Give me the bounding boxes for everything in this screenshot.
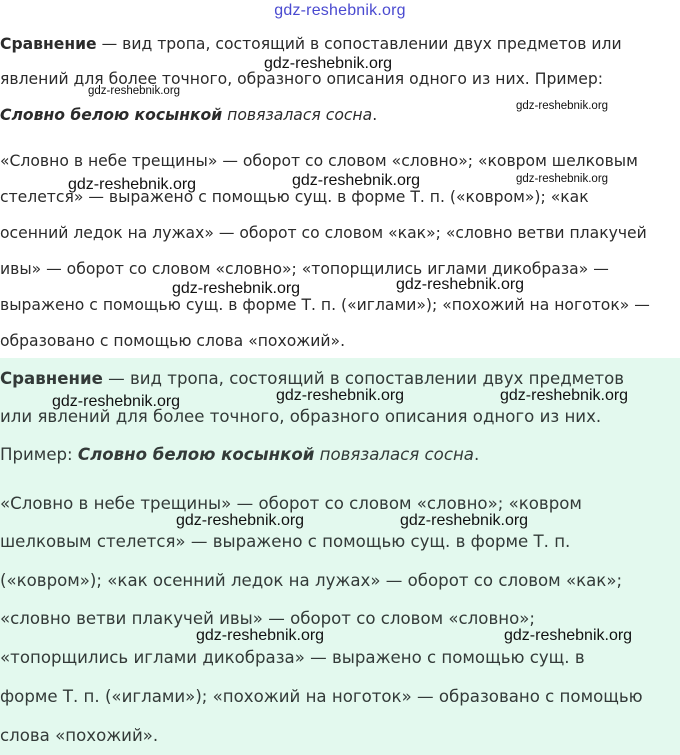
site-header-watermark: gdz-reshebnik.org [274, 2, 406, 19]
answer2-line-7: «словно ветви плакучей ивы» — оборот со словом «словно»; [0, 609, 535, 628]
answer1-line-3 [0, 105, 377, 125]
answer1-line-1 [0, 34, 622, 54]
watermark: gdz-reshebnik.org [500, 387, 629, 404]
answer2-line-8: «топорщились иглами дикобраза» — выражено с помощью сущ. в [0, 648, 585, 667]
watermark: gdz-reshebnik.org [400, 512, 529, 529]
answer2-line-10: слова «похожий». [0, 726, 159, 745]
example-end: . [372, 106, 378, 124]
answer2-line-5: шелковым стелется» — выражено с помощью сущ. в форме Т. п. [0, 532, 571, 551]
watermark: gdz-reshebnik.org [396, 276, 525, 293]
answer1-line-4: «Словно в небе трещины» — оборот со словом «словно»; «ковром шелковым [0, 152, 638, 170]
answer2-line-2: или явлений для более точного, образного описания одного из них. [0, 407, 602, 426]
watermark: gdz-reshebnik.org [504, 627, 633, 644]
term-bold: Сравнение [0, 369, 103, 388]
answer2-line-9: форме Т. п. («иглами»); «похожий на ноготок» — образовано с помощью [0, 687, 643, 706]
watermark: gdz-reshebnik.org [52, 393, 181, 410]
answer2-line-1 [0, 369, 624, 389]
example-bold-italic: Словно белою косынкой [77, 445, 315, 464]
watermark: gdz-reshebnik.org [172, 280, 301, 297]
answer2-line-4: «Словно в небе трещины» — оборот со словом «словно»; «ковром [0, 494, 582, 513]
watermark-small: gdz-reshebnik.org [516, 100, 609, 112]
watermark: gdz-reshebnik.org [292, 172, 421, 189]
watermark: gdz-reshebnik.org [196, 627, 325, 644]
example-italic: повязалася сосна [314, 445, 474, 464]
watermark: gdz-reshebnik.org [264, 55, 393, 72]
watermark: gdz-reshebnik.org [176, 512, 305, 529]
answer1-line-6: осенний ледок на лужах» — оборот со словом «как»; «словно ветви плакучей [0, 224, 647, 242]
answer2-line-3 [0, 445, 479, 465]
watermark-small: gdz-reshebnik.org [516, 173, 609, 185]
answer2-line-1-text: — вид тропа, состоящий в сопоставлении двух предметов [102, 369, 625, 388]
example-italic: повязалася сосна [222, 106, 373, 124]
answer1-line-1-text: — вид тропа, состоящий в сопоставлении двух предметов или [96, 35, 622, 53]
answer1-line-9: образовано с помощью слова «похожий». [0, 332, 346, 350]
example-prefix: Пример: [0, 445, 78, 464]
answer1-line-2: явлений для более точного, образного описания одного из них. Пример: [0, 70, 603, 88]
answer1-line-8: выражено с помощью сущ. в форме Т. п. («иглами»); «похожий на ноготок» — [0, 296, 650, 314]
example-bold-italic: Словно белою косынкой [0, 106, 223, 124]
term-bold: Сравнение [0, 35, 97, 53]
example-end: . [473, 445, 480, 464]
watermark: gdz-reshebnik.org [276, 387, 405, 404]
answer2-line-6: («ковром»); «как осенний ледок на лужах» — оборот со словом «как»; [0, 571, 623, 590]
watermark-small: gdz-reshebnik.org [88, 85, 181, 97]
watermark: gdz-reshebnik.org [68, 176, 197, 193]
answer1-line-5: стелется» — выражено с помощью сущ. в форме Т. п. («ковром»); «как [0, 188, 589, 206]
answer1-line-7: ивы» — оборот со словом «словно»; «топорщились иглами дикобраза» — [0, 260, 609, 278]
